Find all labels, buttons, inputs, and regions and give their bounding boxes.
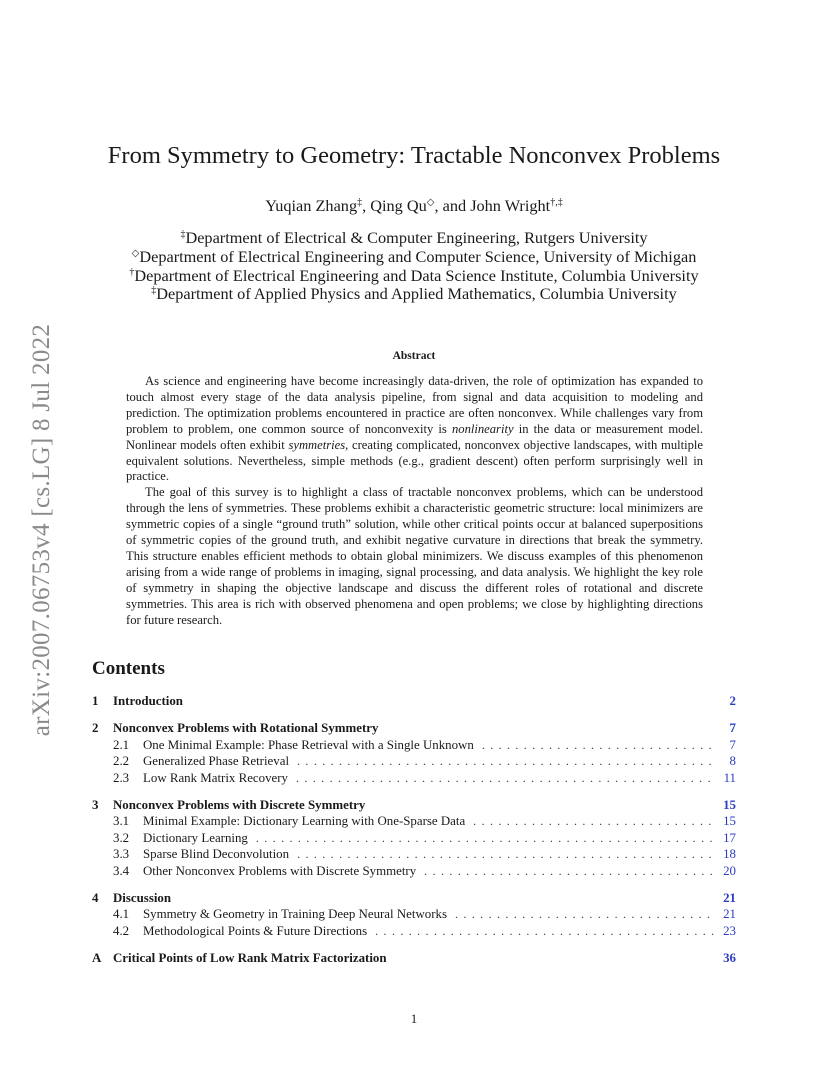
- author-list: [0, 196, 828, 216]
- toc-title[interactable]: Other Nonconvex Problems with Discrete Symmetry: [143, 863, 417, 878]
- contents-heading: Contents: [92, 658, 165, 679]
- toc-number: 3.2: [113, 830, 130, 845]
- toc-subsection-row[interactable]: [92, 814, 736, 830]
- toc-title[interactable]: Sparse Blind Deconvolution: [143, 847, 290, 862]
- toc-leader-dots: [424, 864, 714, 879]
- arxiv-id-text: arXiv:2007.06753v4 [cs.LG] 8 Jul 2022: [28, 323, 55, 737]
- author-affiliation-mark: †,‡: [550, 197, 563, 208]
- toc-page-link[interactable]: 11: [723, 770, 736, 785]
- toc-title[interactable]: Dictionary Learning: [143, 830, 248, 845]
- toc-number: 1: [92, 694, 99, 708]
- toc-leader-dots: [297, 847, 714, 862]
- toc-number: 2.2: [113, 754, 130, 769]
- toc-section: [92, 694, 736, 710]
- page-number: 1: [410, 1011, 418, 1026]
- author-separator: , and: [434, 196, 471, 215]
- toc-leader-dots: [256, 831, 714, 846]
- affiliation-text: Department of Electrical & Computer Engineering, Rutgers University: [185, 228, 648, 247]
- toc-section: [92, 951, 736, 967]
- abstract-body: [126, 374, 703, 629]
- toc-number: 4: [92, 890, 99, 905]
- affiliation: [0, 229, 828, 248]
- affiliation-text: Department of Electrical Engineering and Data Science Institute, Columbia University: [134, 265, 699, 285]
- toc-number: 3: [92, 797, 99, 812]
- abstract-text: in the data or measurement model. Nonlinear models often exhibit: [126, 421, 703, 452]
- affiliation-mark: ‡: [151, 285, 157, 297]
- author-affiliation-mark: ‡: [357, 197, 363, 208]
- toc-title[interactable]: Introduction: [113, 694, 183, 708]
- toc-section-row[interactable]: [92, 798, 736, 814]
- toc-subsection-row[interactable]: [92, 771, 736, 787]
- affiliation-mark: ◇: [131, 247, 140, 259]
- toc-page-link[interactable]: 18: [723, 847, 736, 862]
- toc-page-link[interactable]: 21: [723, 907, 736, 922]
- author-name: John Wright: [470, 196, 551, 215]
- toc-page-link[interactable]: 20: [723, 863, 736, 878]
- toc-title[interactable]: Nonconvex Problems with Discrete Symmetry: [113, 797, 366, 812]
- toc-page-link[interactable]: 2: [729, 694, 736, 708]
- toc-number: 2.1: [113, 737, 130, 752]
- toc-number: A: [92, 951, 102, 966]
- abstract-heading: Abstract: [392, 350, 436, 362]
- toc-page-link[interactable]: 17: [723, 830, 736, 845]
- toc-title[interactable]: Generalized Phase Retrieval: [143, 754, 290, 769]
- toc-subsection-row[interactable]: [92, 754, 736, 770]
- affiliation: [0, 267, 828, 286]
- toc-title[interactable]: Methodological Points & Future Directions: [143, 923, 368, 938]
- author-name: Qing Qu: [370, 196, 427, 215]
- abstract-emphasis: symmetries: [288, 437, 346, 452]
- toc-leader-dots: [375, 924, 714, 939]
- toc-subsection-row[interactable]: [92, 907, 736, 923]
- author-name: Yuqian Zhang: [265, 196, 358, 215]
- toc-title[interactable]: Symmetry & Geometry in Training Deep Neural Networks: [143, 907, 447, 922]
- abstract-paragraph: [126, 374, 703, 485]
- affiliation-mark: ‡: [180, 229, 186, 240]
- toc-page-link[interactable]: 36: [723, 951, 736, 966]
- toc-subsection-row[interactable]: [92, 924, 736, 940]
- affiliation-text: Department of Electrical Engineering and Computer Science, University of Michigan: [139, 246, 697, 266]
- abstract-emphasis: nonlinearity: [451, 421, 514, 436]
- toc-leader-dots: [482, 738, 714, 753]
- affiliation: [0, 285, 828, 304]
- toc-page-link[interactable]: 15: [723, 814, 736, 829]
- toc-number: 3.3: [113, 847, 130, 862]
- toc-subsection-row[interactable]: [92, 831, 736, 847]
- toc-number: 2.3: [113, 770, 130, 785]
- abstract-paragraph: The goal of this survey is to highlight a class of tractable nonconvex problems, which can be understood through the lens of symmetries. These problems exhibit a characteristic geometric structure: local minimizers are symmetric copies of a single “ground truth” solution, while other critical points occur at balanced superpositions of symmetric copies of the ground truth, and exhibit negative curvature in directions that break the symmetry. This structure enables efficient methods to obtain global minimizers. We discuss examples of this phenomenon arising from a wide range of problems in imaging, signal processing, and data analysis. We highlight the key role of symmetry in shaping the objective landscape and discuss the different roles of rotational and discrete symmetries. This area is rich with observed phenomena and open problems; we close by highlighting directions for future research.: [126, 485, 703, 627]
- abstract-text: , creating complicated, nonconvex objective landscapes, with multiple equivalent solutions. Nevertheless, simple methods (e.g., gradient descent) often perform surprisingly well in practice.: [126, 437, 703, 484]
- abstract-text: As science and engineering have become increasingly data-driven, the role of optimization has expanded to touch almost every stage of the data analysis pipeline, from signal and data acquisition to modeling and prediction. The optimization problems encountered in practice are often nonconvex. While challenges vary from problem to problem, one common source of nonconvexity is: [126, 374, 703, 436]
- toc-number: 3.1: [113, 814, 130, 829]
- paper-title: From Symmetry to Geometry: Tractable Nonconvex Problems: [107, 142, 721, 169]
- toc-leader-dots: [297, 754, 714, 769]
- toc-subsection-row[interactable]: [92, 738, 736, 754]
- toc-title[interactable]: Low Rank Matrix Recovery: [143, 770, 288, 785]
- author-affiliation-mark: ◇: [426, 197, 435, 208]
- toc-number: 4.1: [113, 907, 130, 922]
- toc-subsection-row[interactable]: [92, 847, 736, 863]
- toc-title[interactable]: Discussion: [113, 890, 172, 905]
- affiliation-list: [0, 229, 828, 304]
- toc-section: [92, 798, 736, 880]
- toc-page-link[interactable]: 21: [723, 890, 736, 905]
- toc-leader-dots: [296, 771, 714, 786]
- affiliation-text: Department of Applied Physics and Applied Mathematics, Columbia University: [156, 284, 677, 304]
- toc-title[interactable]: Critical Points of Low Rank Matrix Factorization: [113, 951, 387, 966]
- arxiv-sidebar-stamp: [22, 300, 62, 760]
- toc-number: 3.4: [113, 863, 130, 878]
- toc-page-link[interactable]: 7: [729, 721, 736, 736]
- toc-section-row[interactable]: [92, 721, 736, 737]
- toc-section-row[interactable]: [92, 891, 736, 907]
- affiliation-mark: †: [129, 266, 135, 278]
- toc-leader-dots: [455, 907, 714, 922]
- toc-title[interactable]: Nonconvex Problems with Rotational Symmetry: [113, 721, 379, 736]
- affiliation: [0, 248, 828, 267]
- toc-page-link[interactable]: 15: [723, 797, 736, 812]
- toc-leader-dots: [473, 814, 714, 829]
- toc-page-link[interactable]: 7: [729, 737, 736, 752]
- toc-subsection-row[interactable]: [92, 864, 736, 880]
- toc-section: [92, 891, 736, 940]
- toc-section: [92, 721, 736, 787]
- toc-page-link[interactable]: 23: [723, 923, 736, 938]
- toc-section-row[interactable]: [92, 951, 736, 967]
- toc-section-row[interactable]: [92, 694, 736, 710]
- toc-page-link[interactable]: 8: [729, 754, 736, 769]
- toc-title[interactable]: One Minimal Example: Phase Retrieval with a Single Unknown: [143, 737, 474, 752]
- toc-number: 4.2: [113, 923, 130, 938]
- toc-number: 2: [92, 721, 99, 736]
- toc-title[interactable]: Minimal Example: Dictionary Learning with One-Sparse Data: [143, 814, 466, 829]
- table-of-contents: [92, 694, 736, 978]
- author-separator: ,: [362, 196, 371, 215]
